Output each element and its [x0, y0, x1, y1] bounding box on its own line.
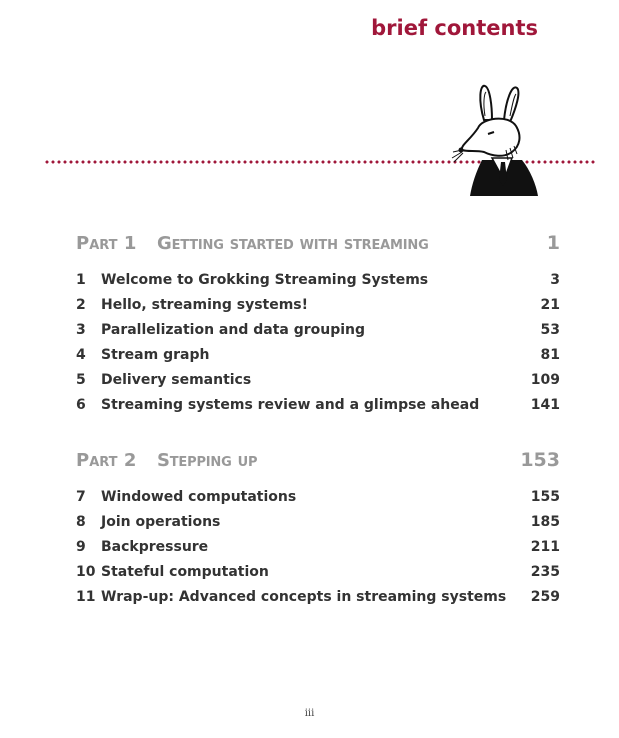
chapter-page-number: 81: [540, 347, 560, 363]
chapter-title: Stateful computation: [101, 564, 269, 580]
chapter-title: Streaming systems review and a glimpse ahead: [101, 397, 480, 413]
chapter-title: Backpressure: [101, 539, 209, 555]
part-title: Getting started with streaming: [157, 233, 429, 254]
chapter-number: 2: [76, 297, 86, 313]
chapter-entry-10[interactable]: [76, 564, 560, 589]
chapter-title: Delivery semantics: [101, 372, 252, 388]
rabbit-mascot-icon: [450, 80, 550, 200]
page-folio: iii: [304, 708, 315, 719]
chapter-entry-2[interactable]: [76, 297, 560, 322]
part-1-chapter-list: [76, 272, 560, 422]
chapter-number: 9: [76, 539, 86, 555]
chapter-title: Hello, streaming systems!: [101, 297, 309, 313]
chapter-number: 4: [76, 347, 86, 363]
chapter-entry-3[interactable]: [76, 322, 560, 347]
part-2-heading[interactable]: [76, 449, 560, 479]
chapter-page-number: 235: [530, 564, 560, 580]
chapter-number: 5: [76, 372, 86, 388]
chapter-title: Welcome to Grokking Streaming Systems: [101, 272, 429, 288]
page-title: brief contents: [371, 16, 538, 40]
chapter-page-number: 141: [530, 397, 560, 413]
chapter-entry-8[interactable]: [76, 514, 560, 539]
chapter-page-number: 53: [540, 322, 560, 338]
chapter-entry-7[interactable]: [76, 489, 560, 514]
chapter-title: Windowed computations: [101, 489, 297, 505]
chapter-page-number: 109: [530, 372, 560, 388]
chapter-number: 1: [76, 272, 86, 288]
chapter-page-number: 259: [530, 589, 560, 605]
chapter-number: 10: [76, 564, 96, 580]
chapter-entry-11[interactable]: [76, 589, 560, 614]
chapter-title: Wrap-up: Advanced concepts in streaming systems: [101, 589, 507, 605]
part-page-number: 153: [520, 449, 560, 471]
chapter-entry-4[interactable]: [76, 347, 560, 372]
chapter-number: 7: [76, 489, 86, 505]
chapter-number: 8: [76, 514, 86, 530]
chapter-entry-5[interactable]: [76, 372, 560, 397]
chapter-entry-9[interactable]: [76, 539, 560, 564]
chapter-entry-1[interactable]: [76, 272, 560, 297]
part-title: Stepping up: [157, 450, 258, 471]
chapter-page-number: 3: [550, 272, 560, 288]
chapter-title: Stream graph: [101, 347, 210, 363]
chapter-page-number: 155: [530, 489, 560, 505]
part-2-chapter-list: [76, 489, 560, 614]
chapter-number: 6: [76, 397, 86, 413]
chapter-number: 3: [76, 322, 86, 338]
part-label: Part 2: [76, 450, 137, 471]
part-label: Part 1: [76, 233, 137, 254]
chapter-entry-6[interactable]: [76, 397, 560, 422]
chapter-title: Join operations: [101, 514, 221, 530]
chapter-title: Parallelization and data grouping: [101, 322, 366, 338]
part-1-heading[interactable]: [76, 232, 560, 262]
part-page-number: 1: [546, 232, 560, 254]
chapter-number: 11: [76, 589, 96, 605]
chapter-page-number: 185: [530, 514, 560, 530]
chapter-page-number: 21: [540, 297, 560, 313]
chapter-page-number: 211: [530, 539, 560, 555]
